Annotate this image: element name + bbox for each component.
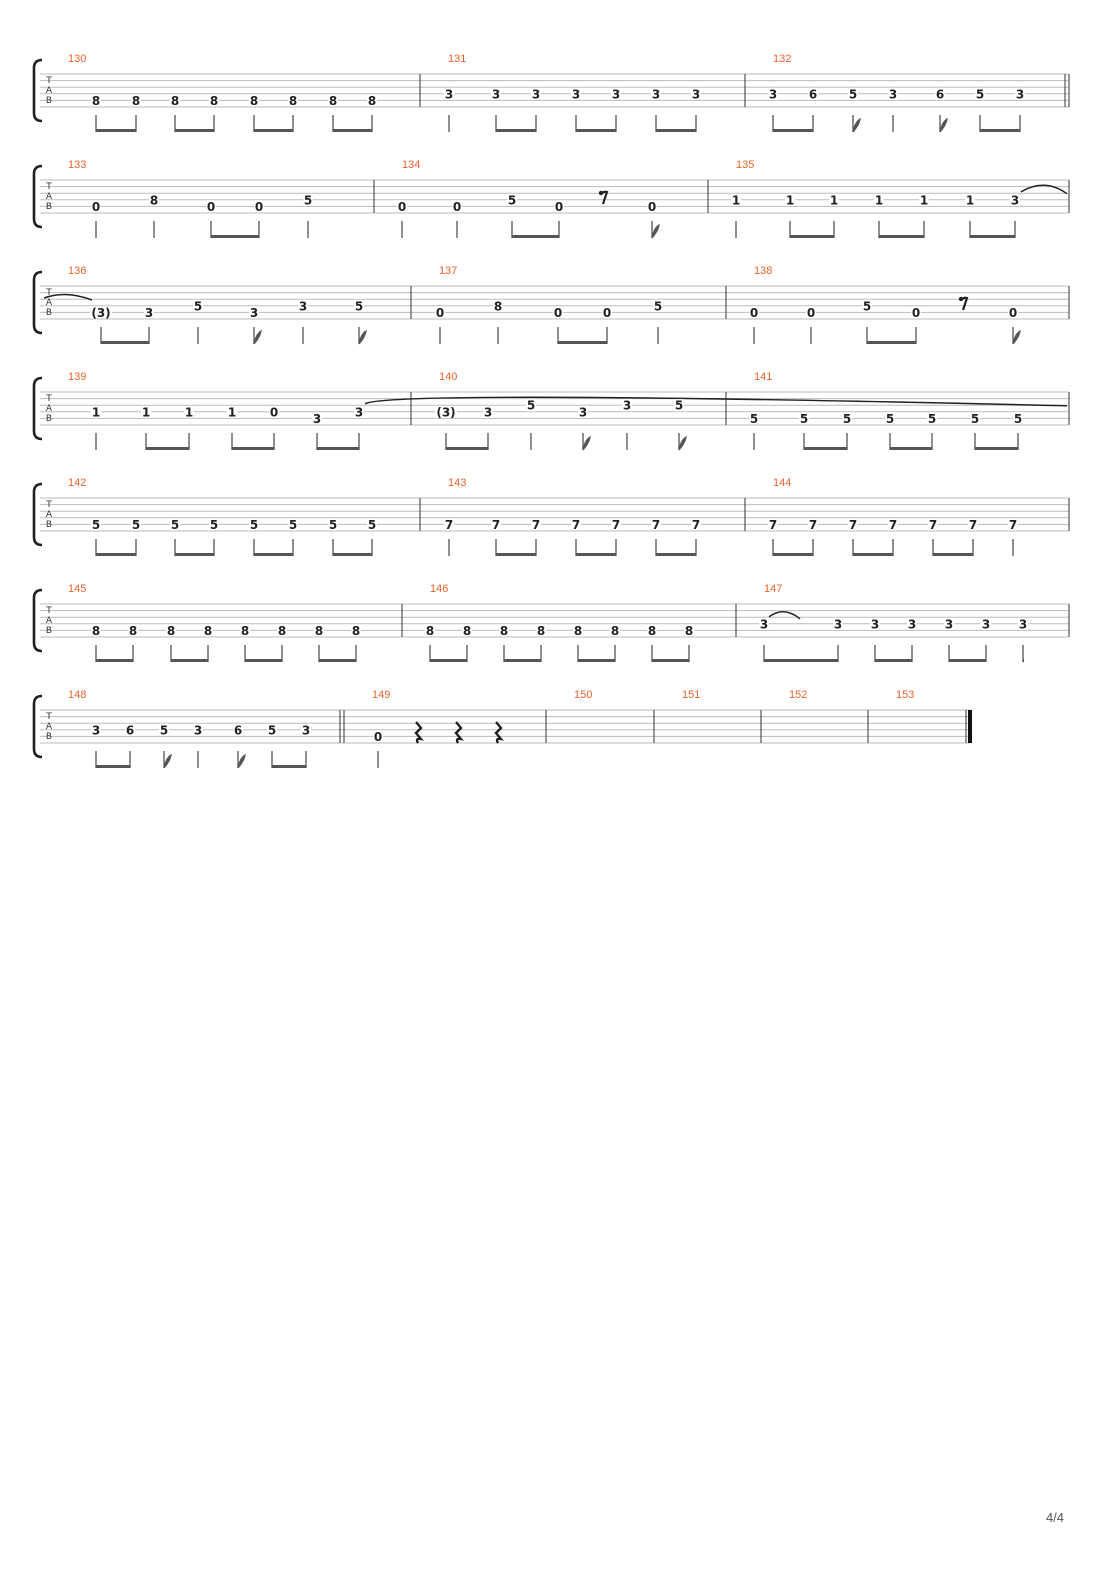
measure-number: 140 [439, 371, 458, 383]
beam [272, 765, 306, 768]
fret-number: 8 [684, 623, 694, 638]
fret-number: 3 [91, 723, 101, 738]
fret-number: 7 [571, 517, 581, 532]
tab-system [34, 371, 1069, 450]
fret-number: 5 [288, 517, 298, 532]
fret-number: 8 [314, 623, 324, 638]
system-bracket [34, 166, 42, 227]
measure-number: 148 [68, 689, 87, 701]
beam [333, 129, 372, 132]
fret-number: 0 [206, 199, 216, 214]
fret-number: 3 [193, 723, 203, 738]
measure-number: 145 [68, 583, 87, 595]
fret-number: 1 [965, 193, 975, 208]
measure-number: 138 [754, 265, 773, 277]
fret-number: 1 [141, 405, 151, 420]
fret-number: 5 [249, 517, 259, 532]
fret-number: 7 [968, 517, 978, 532]
eighth-flag [652, 225, 659, 238]
beam [175, 553, 214, 556]
fret-number: 7 [491, 517, 501, 532]
fret-number: 3 [444, 87, 454, 102]
beam [933, 553, 973, 556]
tab-clef-letter: B [45, 96, 53, 106]
fret-number: 3 [531, 87, 541, 102]
tab-clef-letter: B [45, 202, 53, 212]
fret-number: 8 [249, 93, 259, 108]
fret-number: 1 [919, 193, 929, 208]
fret-number: 0 [373, 729, 383, 744]
beam [96, 659, 133, 662]
measure-number: 131 [448, 53, 467, 65]
beam [96, 553, 136, 556]
fret-number: 8 [573, 623, 583, 638]
fret-number: 3 [1018, 617, 1028, 632]
fret-number: 8 [128, 623, 138, 638]
beam [875, 659, 912, 662]
fret-number: 8 [499, 623, 509, 638]
beam [175, 129, 214, 132]
tab-clef-letter: A [45, 722, 53, 732]
fret-number: 5 [927, 411, 937, 426]
tab-clef-letter: A [45, 86, 53, 96]
fret-number: 7 [651, 517, 661, 532]
fret-number: 7 [808, 517, 818, 532]
tab-system [34, 159, 1069, 238]
fret-number: 1 [184, 405, 194, 420]
fret-number: 7 [444, 517, 454, 532]
fret-number: 3 [312, 411, 322, 426]
fret-number: 8 [367, 93, 377, 108]
beam [853, 553, 893, 556]
fret-number: 5 [526, 398, 536, 413]
tab-clef-letter: B [45, 414, 53, 424]
tab-clef-letter: T [46, 500, 52, 510]
fret-number: 5 [749, 411, 759, 426]
tab-clef-letter: A [45, 192, 53, 202]
fret-number: 0 [749, 305, 759, 320]
fret-number: 5 [1013, 411, 1023, 426]
tab-clef-letter: A [45, 510, 53, 520]
measure-number: 144 [773, 477, 792, 489]
fret-number: 5 [209, 517, 219, 532]
fret-number: 3 [249, 305, 259, 320]
fret-number: 7 [611, 517, 621, 532]
fret-number: 8 [131, 93, 141, 108]
measure-number: 136 [68, 265, 87, 277]
eighth-flag [359, 331, 366, 344]
system-bracket [34, 590, 42, 651]
fret-number: 8 [91, 93, 101, 108]
eighth-flag [164, 755, 171, 768]
eighth-rest-dot [599, 191, 603, 195]
tab-system [34, 53, 1069, 132]
measure-number: 152 [789, 689, 808, 701]
beam [576, 129, 616, 132]
fret-number: 5 [193, 299, 203, 314]
beam [333, 553, 372, 556]
tab-clef-letter: B [45, 626, 53, 636]
beam [496, 129, 536, 132]
fret-number: 5 [507, 193, 517, 208]
beam [879, 235, 924, 238]
fret-number: 0 [91, 199, 101, 214]
beam [790, 235, 834, 238]
fret-number: 8 [91, 623, 101, 638]
fret-number: 0 [1008, 305, 1018, 320]
fret-number: 3 [301, 723, 311, 738]
fret-number: 3 [571, 87, 581, 102]
beam [578, 659, 615, 662]
fret-number: 1 [874, 193, 884, 208]
fret-number: 0 [553, 305, 563, 320]
fret-number: 1 [829, 193, 839, 208]
measure-number: 149 [372, 689, 391, 701]
fret-number: 5 [975, 87, 985, 102]
fret-number: 1 [227, 405, 237, 420]
tab-system [34, 689, 970, 768]
beam [764, 659, 838, 662]
fret-number: 7 [928, 517, 938, 532]
eighth-flag [254, 331, 261, 344]
measure-number: 142 [68, 477, 87, 489]
fret-number: 8 [493, 299, 503, 314]
beam [101, 341, 149, 344]
measure-number: 143 [448, 477, 467, 489]
tab-clef-letter: B [45, 732, 53, 742]
fret-number: 6 [808, 87, 818, 102]
fret-number: 3 [1010, 193, 1020, 208]
beam [975, 447, 1018, 450]
system-bracket [34, 484, 42, 545]
beam [1023, 659, 1024, 662]
fret-number: 5 [354, 299, 364, 314]
fret-number: 7 [768, 517, 778, 532]
beam [980, 129, 1020, 132]
fret-number: 3 [491, 87, 501, 102]
beam [211, 235, 259, 238]
measure-number: 147 [764, 583, 783, 595]
fret-number: 5 [674, 398, 684, 413]
fret-number: 0 [911, 305, 921, 320]
fret-number: 8 [536, 623, 546, 638]
fret-number: 8 [240, 623, 250, 638]
tab-clef-letter: T [46, 606, 52, 616]
fret-number: 3 [144, 305, 154, 320]
measure-number: 153 [896, 689, 915, 701]
eighth-flag [853, 119, 860, 132]
measure-number: 146 [430, 583, 449, 595]
tab-system [34, 477, 1069, 556]
fret-number: 1 [785, 193, 795, 208]
beam [773, 129, 813, 132]
quarter-rest [456, 722, 461, 743]
tab-clef-letter: T [46, 394, 52, 404]
system-bracket [34, 378, 42, 439]
measure-number: 134 [402, 159, 421, 171]
fret-number: 5 [303, 193, 313, 208]
fret-number: 5 [159, 723, 169, 738]
fret-number: 8 [166, 623, 176, 638]
fret-number: 7 [1008, 517, 1018, 532]
fret-number: 6 [935, 87, 945, 102]
fret-number: 0 [254, 199, 264, 214]
beam [656, 553, 696, 556]
fret-number: 1 [91, 405, 101, 420]
fret-number: 5 [653, 299, 663, 314]
tab-clef-letter: T [46, 288, 52, 298]
measure-number: 130 [68, 53, 87, 65]
fret-number: 8 [328, 93, 338, 108]
fret-number: 0 [397, 199, 407, 214]
fret-number: 7 [888, 517, 898, 532]
eighth-flag [583, 437, 590, 450]
system-bracket [34, 60, 42, 121]
fret-number: 0 [452, 199, 462, 214]
fret-number: (3) [436, 405, 456, 420]
measure-number: 139 [68, 371, 87, 383]
fret-number: 3 [888, 87, 898, 102]
beam [867, 341, 916, 344]
eighth-flag [238, 755, 245, 768]
fret-number: 8 [610, 623, 620, 638]
beam [652, 659, 689, 662]
beam [504, 659, 541, 662]
tab-clef-letter: A [45, 404, 53, 414]
eighth-flag [679, 437, 686, 450]
fret-number: 8 [647, 623, 657, 638]
beam [576, 553, 616, 556]
beam [254, 553, 293, 556]
eighth-rest-dot [959, 297, 963, 301]
beam [558, 341, 607, 344]
fret-number: 8 [462, 623, 472, 638]
fret-number: 5 [328, 517, 338, 532]
fret-number: 8 [209, 93, 219, 108]
fret-number: 3 [691, 87, 701, 102]
beam [319, 659, 356, 662]
fret-number: 3 [622, 398, 632, 413]
quarter-rest [496, 722, 501, 743]
quarter-rest [416, 722, 421, 743]
measure-number: 141 [754, 371, 773, 383]
measure-number: 135 [736, 159, 755, 171]
fret-number: 3 [768, 87, 778, 102]
fret-number: 5 [885, 411, 895, 426]
fret-number: 0 [806, 305, 816, 320]
fret-number: 5 [131, 517, 141, 532]
beam [496, 553, 536, 556]
fret-number: 3 [354, 405, 364, 420]
fret-number: 3 [759, 617, 769, 632]
fret-number: 3 [944, 617, 954, 632]
fret-number: 5 [367, 517, 377, 532]
tab-clef-letter: B [45, 520, 53, 530]
fret-number: 8 [425, 623, 435, 638]
tab-system [34, 265, 1069, 344]
fret-number: 0 [647, 199, 657, 214]
fret-number: 0 [602, 305, 612, 320]
fret-number: 1 [731, 193, 741, 208]
fret-number: 0 [269, 405, 279, 420]
tab-clef-letter: A [45, 616, 53, 626]
beam [804, 447, 847, 450]
beam [512, 235, 559, 238]
fret-number: 3 [907, 617, 917, 632]
measure-number: 137 [439, 265, 458, 277]
fret-number: 7 [531, 517, 541, 532]
beam [146, 447, 189, 450]
fret-number: 8 [170, 93, 180, 108]
page-number: 4/4 [1045, 1510, 1065, 1525]
fret-number: 3 [578, 405, 588, 420]
fret-number: 3 [1015, 87, 1025, 102]
fret-number: 3 [651, 87, 661, 102]
fret-number: 5 [848, 87, 858, 102]
system-bracket [34, 272, 42, 333]
beam [430, 659, 467, 662]
tab-clef-letter: T [46, 712, 52, 722]
eighth-flag [940, 119, 947, 132]
fret-number: 7 [848, 517, 858, 532]
measure-number: 151 [682, 689, 701, 701]
fret-number: 5 [170, 517, 180, 532]
measure-number: 133 [68, 159, 87, 171]
fret-number: 8 [288, 93, 298, 108]
fret-number: 5 [970, 411, 980, 426]
beam [949, 659, 986, 662]
fret-number: 3 [981, 617, 991, 632]
fret-number: 3 [483, 405, 493, 420]
fret-number: 3 [298, 299, 308, 314]
eighth-flag [1013, 331, 1020, 344]
fret-number: 8 [203, 623, 213, 638]
fret-number: 5 [862, 299, 872, 314]
beam [890, 447, 932, 450]
fret-number: 6 [125, 723, 135, 738]
beam [96, 129, 136, 132]
measure-number: 132 [773, 53, 792, 65]
fret-number: 3 [611, 87, 621, 102]
beam [232, 447, 274, 450]
beam [970, 235, 1015, 238]
fret-number: 8 [277, 623, 287, 638]
measure-number: 150 [574, 689, 593, 701]
fret-number: (3) [91, 305, 111, 320]
system-bracket [34, 696, 42, 757]
fret-number: 5 [267, 723, 277, 738]
tab-clef-letter: T [46, 182, 52, 192]
fret-number: 3 [833, 617, 843, 632]
fret-number: 7 [691, 517, 701, 532]
beam [656, 129, 696, 132]
beam [171, 659, 208, 662]
fret-number: 5 [842, 411, 852, 426]
fret-number: 3 [870, 617, 880, 632]
fret-number: 0 [554, 199, 564, 214]
beam [317, 447, 359, 450]
beam [245, 659, 282, 662]
beam [96, 765, 130, 768]
fret-number: 0 [435, 305, 445, 320]
beam [254, 129, 293, 132]
tab-clef-letter: B [45, 308, 53, 318]
beam [446, 447, 488, 450]
fret-number: 8 [149, 193, 159, 208]
tab-clef-letter: A [45, 298, 53, 308]
beam [773, 553, 813, 556]
fret-number: 5 [799, 411, 809, 426]
tab-clef-letter: T [46, 76, 52, 86]
fret-number: 5 [91, 517, 101, 532]
tie [769, 612, 800, 619]
tab-system [34, 583, 1069, 662]
fret-number: 6 [233, 723, 243, 738]
fret-number: 8 [351, 623, 361, 638]
